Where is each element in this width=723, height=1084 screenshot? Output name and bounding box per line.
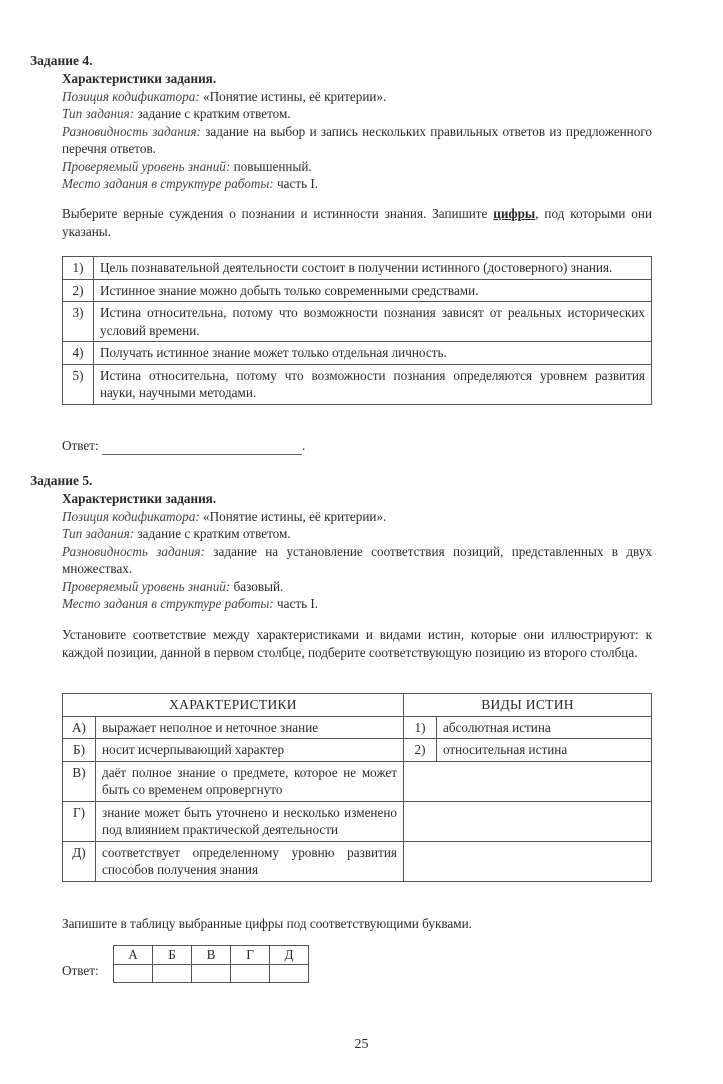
task5-type-label: Тип задания: (62, 526, 135, 541)
table-row (63, 761, 652, 801)
task4-instruction (62, 205, 652, 240)
task4-pos-value: «Понятие истины, её критерии». (199, 88, 387, 104)
answer-letter: А (114, 946, 153, 965)
task4-place-value: часть I. (273, 176, 319, 191)
task4-type (62, 105, 652, 123)
table-row (63, 716, 652, 739)
answer-letter: Д (270, 946, 309, 965)
task4-instruction-pre: Выберите верные суждения о познании и истинности знания. Запишите (62, 206, 494, 221)
row-characteristic: носит исчерпывающий характер (96, 739, 404, 762)
answer-cell-g[interactable] (231, 964, 270, 982)
row-letter: Г) (63, 801, 96, 841)
task4-pos-label: Позиция кодификатора: (62, 88, 200, 104)
col2-header: ВИДЫ ИСТИН (404, 694, 652, 717)
task4-place-label: Место задания в структуре работы: (62, 176, 274, 191)
task5-type (62, 525, 652, 543)
table-row (63, 841, 652, 881)
option-text: Истина относительна, потому что возможности познания определяются уровнем развития науки, научными методами. (94, 364, 652, 404)
answer-letters-row (114, 946, 309, 965)
col1-header: ХАРАКТЕРИСТИКИ (63, 694, 404, 717)
table-row (63, 364, 652, 404)
task5-instruction: Установите соответствие между характеристиками и видами истин, которые они иллюстрируют: к каждой позиции, данной в первом столбце, подберите соответствующую позицию из второго столбца. (62, 627, 652, 660)
row-characteristic: знание может быть уточнено и несколько изменено под влиянием практической деятельности (96, 801, 404, 841)
task5-answer-table (113, 945, 309, 983)
option-text: Цель познавательной деятельности состоит в получении истинного (достоверного) знания. (94, 257, 652, 280)
option-number: 4) (63, 342, 94, 365)
task5-variety (62, 543, 652, 578)
option-number: 1) (63, 257, 94, 280)
answer-letter: Г (231, 946, 270, 965)
row-characteristic: соответствует определенному уровню развития способов получения знания (96, 841, 404, 881)
row-kind-empty (404, 841, 652, 881)
answer-letter: Б (153, 946, 192, 965)
option-number: 2) (63, 279, 94, 302)
row-letter: Д) (63, 841, 96, 881)
row-characteristic: даёт полное знание о предмете, которое не может быть со временем опровергнуто (96, 761, 404, 801)
task5-level-value: базовый. (230, 578, 284, 594)
row-kind: абсолютная истина (437, 716, 652, 739)
table-row (63, 302, 652, 342)
row-kind-number: 2) (404, 739, 437, 762)
option-text: Истина относительна, потому что возможности познания зависят от реальных исторических условий времени. (94, 302, 652, 342)
task4-type-label: Тип задания: (62, 106, 135, 121)
task4-type-value: задание с кратким ответом. (134, 106, 291, 121)
answer-cells-row (114, 964, 309, 982)
task4-answer (62, 437, 652, 455)
row-kind-empty (404, 801, 652, 841)
task4-level-value: повышенный. (230, 158, 312, 174)
task4-position (62, 88, 652, 106)
task5-place-label: Место задания в структуре работы: (62, 596, 274, 611)
page-number: 25 (354, 1037, 369, 1052)
task5-level-label: Проверяемый уровень знаний: (62, 578, 231, 594)
task4-variety-label: Разновидность задания: (62, 123, 201, 139)
table-row (63, 257, 652, 280)
option-text: Истинное знание можно добыть только современными средствами. (94, 279, 652, 302)
task5-variety-value: задание на установление соответствия позиций, представленных в двух множествах. (62, 543, 653, 576)
task4-place (62, 175, 652, 193)
task5-answer-label: Ответ: (62, 963, 99, 978)
option-text: Получать истинное знание может только отдельная личность. (94, 342, 652, 365)
task5-pos-value: «Понятие истины, её критерии». (199, 508, 387, 524)
task4-instruction-post: , под которыми они указаны. (62, 206, 653, 239)
row-kind-empty (404, 761, 652, 801)
answer-letter: В (192, 946, 231, 965)
row-kind-number: 1) (404, 716, 437, 739)
task4-answer-field[interactable] (102, 440, 302, 455)
task4-answer-end: . (302, 438, 306, 453)
task5-level (62, 578, 652, 596)
row-letter: А) (63, 716, 96, 739)
table-header-row (63, 694, 652, 717)
row-kind: относительная истина (437, 739, 652, 762)
task5-place-value: часть I. (273, 596, 319, 611)
row-letter: В) (63, 761, 96, 801)
task5-write-instruction: Запишите в таблицу выбранные цифры под соответствующими буквами. (62, 916, 472, 931)
task5-char-heading: Характеристики задания. (62, 491, 217, 506)
answer-cell-b[interactable] (153, 964, 192, 982)
answer-cell-d[interactable] (270, 964, 309, 982)
answer-cell-a[interactable] (114, 964, 153, 982)
task4-title: Задание 4. (30, 53, 93, 68)
task4-options-table (62, 256, 652, 405)
task4-instruction-strong: цифры (493, 206, 536, 221)
task5-place (62, 595, 652, 613)
table-row (63, 739, 652, 762)
row-letter: Б) (63, 739, 96, 762)
task5-matching-table (62, 693, 652, 882)
task4-level (62, 158, 652, 176)
task4-answer-label: Ответ: (62, 438, 99, 453)
task4-variety-value: задание на выбор и запись нескольких правильных ответов из предложенного перечня ответов. (62, 123, 652, 156)
row-characteristic: выражает неполное и неточное знание (96, 716, 404, 739)
task4-characteristics (62, 70, 652, 193)
task5-type-value: задание с кратким ответом. (134, 526, 291, 541)
task4-char-heading: Характеристики задания. (62, 71, 217, 86)
task4-level-label: Проверяемый уровень знаний: (62, 158, 231, 174)
option-number: 5) (63, 364, 94, 404)
task4-variety (62, 123, 652, 158)
task5-position (62, 508, 652, 526)
task5-title: Задание 5. (30, 473, 93, 488)
table-row (63, 342, 652, 365)
task5-variety-label: Разновидность задания: (62, 543, 205, 559)
task5-characteristics (62, 490, 652, 613)
table-row (63, 801, 652, 841)
task5-pos-label: Позиция кодификатора: (62, 508, 200, 524)
answer-cell-v[interactable] (192, 964, 231, 982)
option-number: 3) (63, 302, 94, 342)
table-row (63, 279, 652, 302)
